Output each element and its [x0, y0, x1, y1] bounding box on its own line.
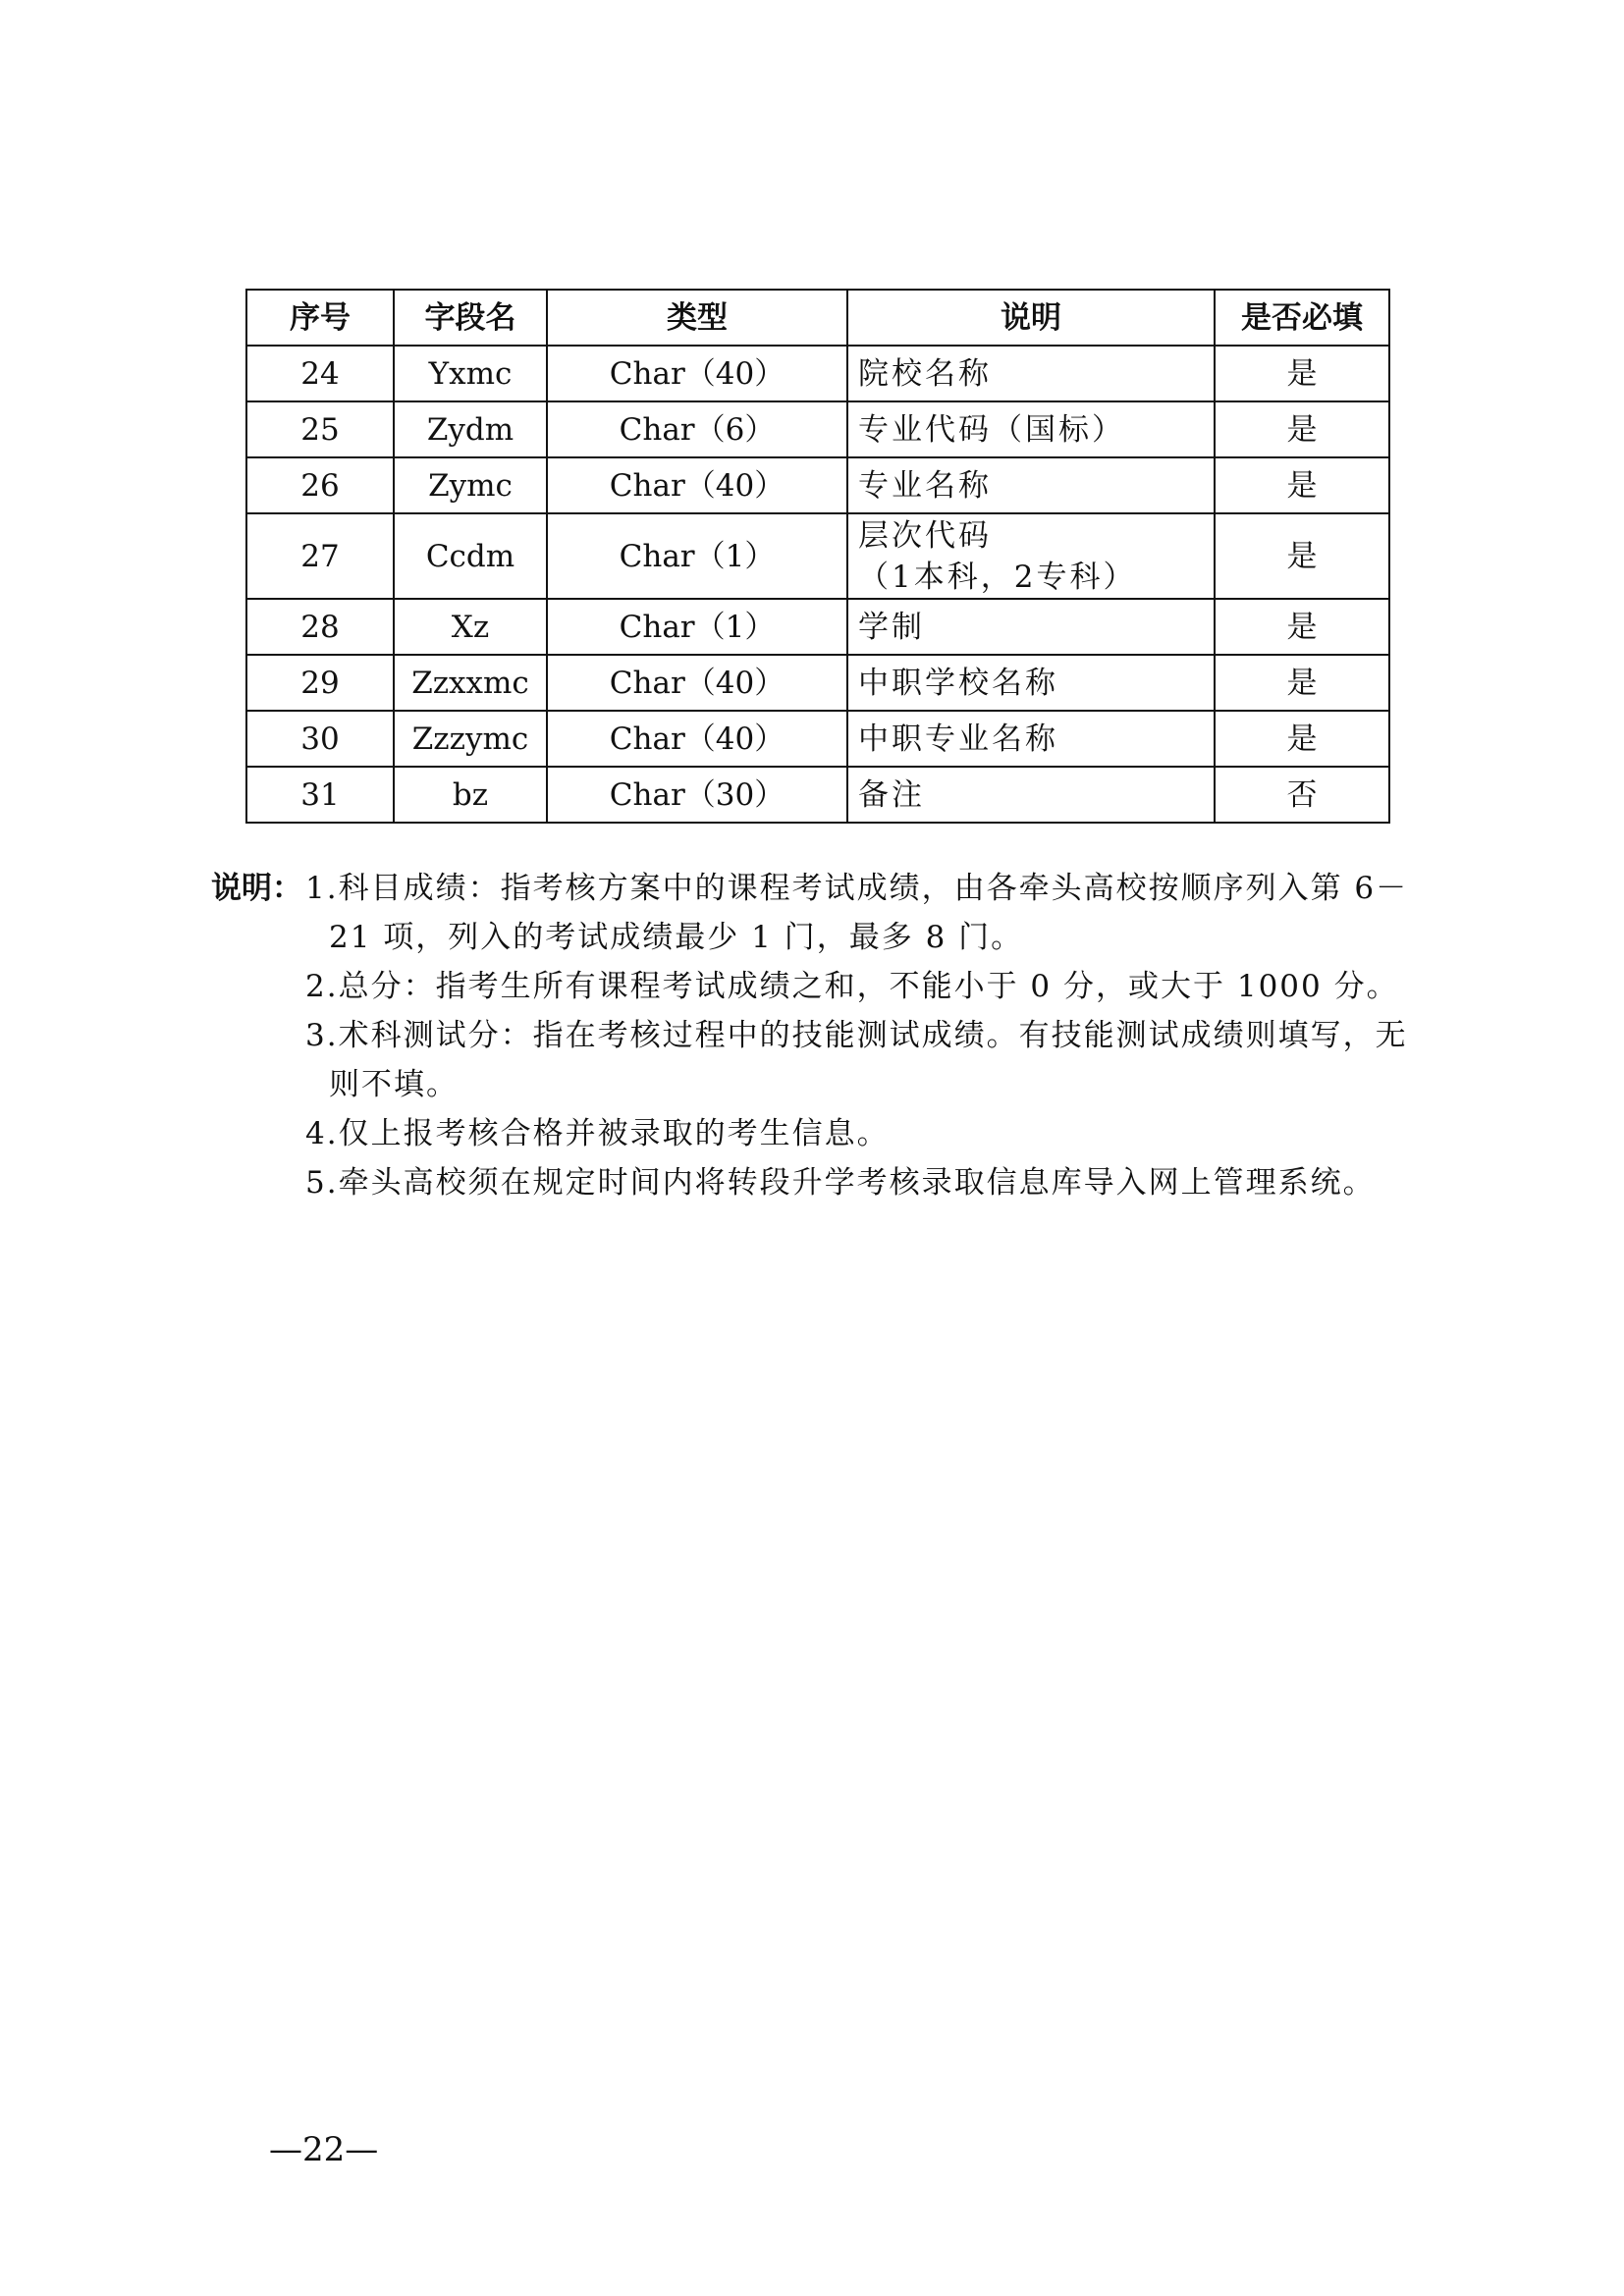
cell-desc-line: 专业名称	[858, 467, 992, 504]
field-definition-table	[245, 289, 1390, 824]
header-cell-type: 类型	[547, 290, 847, 346]
note-line: 3.术科测试分：指在考核过程中的技能测试成绩。有技能测试成绩则填写，无	[305, 1018, 1408, 1053]
cell-field: Yxmc	[394, 346, 547, 401]
cell-required: 是	[1215, 457, 1389, 513]
cell-type: Char（40）	[547, 457, 847, 513]
header-cell-no: 序号	[246, 290, 394, 346]
cell-field: Zzzymc	[394, 711, 547, 767]
cell-no: 25	[246, 401, 394, 457]
cell-desc	[847, 457, 1215, 513]
note-line: 4.仅上报考核合格并被录取的考生信息。	[305, 1116, 890, 1151]
table-row	[246, 513, 1389, 599]
note-line: 21 项，列入的考试成绩最少 1 门，最多 8 门。	[329, 920, 1024, 955]
table-row	[246, 457, 1389, 513]
cell-no: 29	[246, 655, 394, 711]
cell-no: 30	[246, 711, 394, 767]
note-line: 2.总分：指考生所有课程考试成绩之和，不能小于 0 分，或大于 1000 分。	[305, 969, 1399, 1004]
cell-desc-line: 院校名称	[858, 355, 992, 392]
cell-type: Char（30）	[547, 767, 847, 823]
cell-required: 是	[1215, 655, 1389, 711]
note-item	[211, 1109, 1429, 1158]
cell-type: Char（40）	[547, 655, 847, 711]
header-cell-desc: 说明	[847, 290, 1215, 346]
table-row	[246, 767, 1389, 823]
cell-type: Char（40）	[547, 711, 847, 767]
table-row	[246, 401, 1389, 457]
table-row	[246, 599, 1389, 655]
cell-desc-line: 学制	[858, 609, 925, 645]
cell-required: 是	[1215, 513, 1389, 599]
note-first-row	[211, 864, 1429, 962]
table-row	[246, 655, 1389, 711]
cell-desc-line: 中职专业名称	[858, 721, 1058, 757]
note-line: 5.牵头高校须在规定时间内将转段升学考核录取信息库导入网上管理系统。	[305, 1165, 1376, 1201]
cell-desc	[847, 513, 1215, 599]
cell-field: Xz	[394, 599, 547, 655]
cell-field: Zzxxmc	[394, 655, 547, 711]
note-item	[305, 864, 1429, 962]
cell-no: 31	[246, 767, 394, 823]
cell-desc	[847, 599, 1215, 655]
cell-required: 否	[1215, 767, 1389, 823]
cell-desc-line: （1本科，2专科）	[858, 559, 1137, 595]
page-number: —22—	[269, 2130, 379, 2169]
table-header-row	[246, 290, 1389, 346]
cell-desc-line: 层次代码	[858, 517, 992, 554]
cell-field: Ccdm	[394, 513, 547, 599]
cell-required: 是	[1215, 346, 1389, 401]
cell-required: 是	[1215, 401, 1389, 457]
cell-desc	[847, 711, 1215, 767]
cell-desc	[847, 346, 1215, 401]
cell-type: Char（6）	[547, 401, 847, 457]
cell-no: 28	[246, 599, 394, 655]
table-row	[246, 711, 1389, 767]
cell-desc	[847, 655, 1215, 711]
cell-no: 27	[246, 513, 394, 599]
cell-required: 是	[1215, 711, 1389, 767]
header-cell-field: 字段名	[394, 290, 547, 346]
cell-desc-line: 专业代码（国标）	[858, 411, 1125, 448]
note-item	[211, 1011, 1429, 1109]
notes-label: 说明：	[211, 871, 302, 906]
note-line: 1.科目成绩：指考核方案中的课程考试成绩，由各牵头高校按顺序列入第 6－	[305, 871, 1409, 906]
table-row	[246, 346, 1389, 401]
cell-no: 24	[246, 346, 394, 401]
note-item	[211, 962, 1429, 1011]
cell-type: Char（1）	[547, 513, 847, 599]
note-item	[211, 1158, 1429, 1207]
cell-field: Zydm	[394, 401, 547, 457]
cell-desc-line: 备注	[858, 776, 925, 813]
cell-desc	[847, 401, 1215, 457]
header-cell-required: 是否必填	[1215, 290, 1389, 346]
cell-required: 是	[1215, 599, 1389, 655]
cell-field: Zymc	[394, 457, 547, 513]
note-line: 则不填。	[329, 1067, 459, 1102]
cell-no: 26	[246, 457, 394, 513]
cell-field: bz	[394, 767, 547, 823]
cell-desc	[847, 767, 1215, 823]
cell-desc-line: 中职学校名称	[858, 665, 1058, 701]
notes-section	[211, 864, 1429, 1207]
cell-type: Char（40）	[547, 346, 847, 401]
cell-type: Char（1）	[547, 599, 847, 655]
